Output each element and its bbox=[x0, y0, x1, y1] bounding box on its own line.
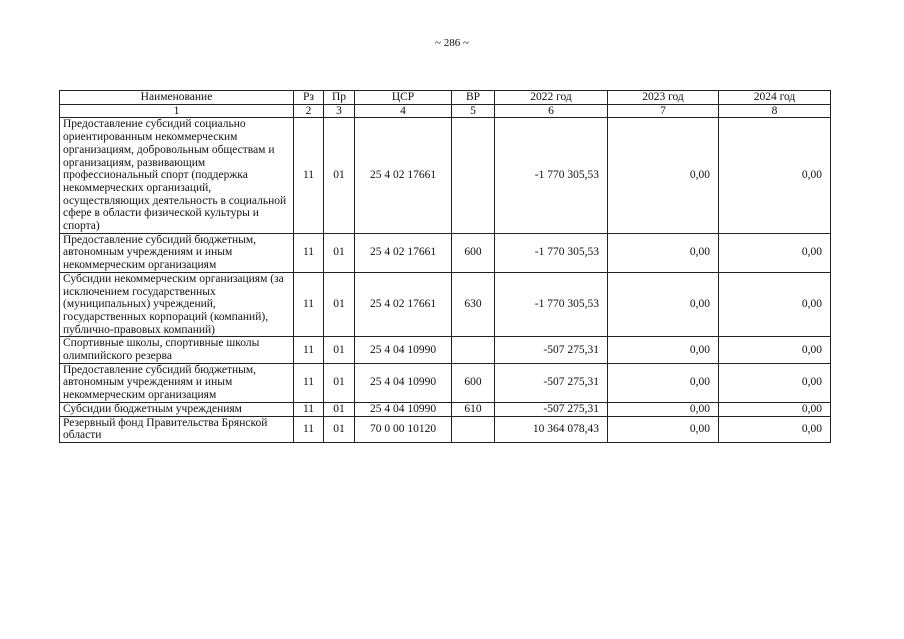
row-csr: 25 4 02 17661 bbox=[355, 118, 452, 233]
table-row bbox=[60, 272, 831, 337]
row-2022: -1 770 305,53 bbox=[495, 118, 608, 233]
row-rz: 11 bbox=[294, 363, 324, 402]
row-2024: 0,00 bbox=[719, 272, 831, 337]
row-2023: 0,00 bbox=[608, 233, 719, 272]
header-2022: 2022 год bbox=[495, 91, 608, 105]
row-csr: 25 4 04 10990 bbox=[355, 337, 452, 363]
row-2022: -1 770 305,53 bbox=[495, 233, 608, 272]
row-vr: 630 bbox=[452, 272, 495, 337]
header-2024: 2024 год bbox=[719, 91, 831, 105]
header-row bbox=[60, 91, 831, 105]
row-name: Предоставление субсидий социально ориентированным некоммерческим организациям, добровольным обществам и организациям, развивающим профессиональный спорт (поддержка некоммерческих организаций, осуществляющих деятельность в социальной сфере в области физической культуры и спорта) bbox=[60, 118, 294, 233]
row-name: Резервный фонд Правительства Брянской области bbox=[60, 416, 294, 442]
row-csr: 25 4 02 17661 bbox=[355, 272, 452, 337]
row-name: Субсидии бюджетным учреждениям bbox=[60, 402, 294, 416]
row-2024: 0,00 bbox=[719, 233, 831, 272]
row-vr bbox=[452, 118, 495, 233]
page-number: ~ 286 ~ bbox=[435, 37, 469, 49]
row-csr: 70 0 00 10120 bbox=[355, 416, 452, 442]
header-name: Наименование bbox=[60, 91, 294, 105]
header-pr: Пр bbox=[324, 91, 355, 105]
column-number: 2 bbox=[294, 104, 324, 118]
row-2023: 0,00 bbox=[608, 416, 719, 442]
row-pr: 01 bbox=[324, 363, 355, 402]
row-pr: 01 bbox=[324, 416, 355, 442]
row-csr: 25 4 02 17661 bbox=[355, 233, 452, 272]
row-2023: 0,00 bbox=[608, 118, 719, 233]
header-csr: ЦСР bbox=[355, 91, 452, 105]
row-name: Предоставление субсидий бюджетным, автономным учреждениям и иным некоммерческим организациям bbox=[60, 363, 294, 402]
row-2023: 0,00 bbox=[608, 402, 719, 416]
row-name: Спортивные школы, спортивные школы олимпийского резерва bbox=[60, 337, 294, 363]
row-vr: 610 bbox=[452, 402, 495, 416]
row-pr: 01 bbox=[324, 233, 355, 272]
row-vr bbox=[452, 416, 495, 442]
column-number: 1 bbox=[60, 104, 294, 118]
row-rz: 11 bbox=[294, 402, 324, 416]
column-number: 6 bbox=[495, 104, 608, 118]
row-2024: 0,00 bbox=[719, 118, 831, 233]
row-2023: 0,00 bbox=[608, 272, 719, 337]
table-row bbox=[60, 402, 831, 416]
row-pr: 01 bbox=[324, 337, 355, 363]
row-2022: -507 275,31 bbox=[495, 402, 608, 416]
budget-table bbox=[59, 90, 831, 443]
row-rz: 11 bbox=[294, 337, 324, 363]
row-2024: 0,00 bbox=[719, 337, 831, 363]
row-csr: 25 4 04 10990 bbox=[355, 402, 452, 416]
header-2023: 2023 год bbox=[608, 91, 719, 105]
row-2022: -507 275,31 bbox=[495, 337, 608, 363]
row-2023: 0,00 bbox=[608, 337, 719, 363]
row-rz: 11 bbox=[294, 118, 324, 233]
row-2023: 0,00 bbox=[608, 363, 719, 402]
row-csr: 25 4 04 10990 bbox=[355, 363, 452, 402]
table-row bbox=[60, 363, 831, 402]
row-vr: 600 bbox=[452, 363, 495, 402]
row-2024: 0,00 bbox=[719, 363, 831, 402]
table-row bbox=[60, 233, 831, 272]
row-2024: 0,00 bbox=[719, 416, 831, 442]
row-name: Предоставление субсидий бюджетным, автономным учреждениям и иным некоммерческим организациям bbox=[60, 233, 294, 272]
row-pr: 01 bbox=[324, 402, 355, 416]
header-rz: Рз bbox=[294, 91, 324, 105]
row-pr: 01 bbox=[324, 118, 355, 233]
table-row bbox=[60, 416, 831, 442]
column-number: 4 bbox=[355, 104, 452, 118]
row-rz: 11 bbox=[294, 416, 324, 442]
row-vr bbox=[452, 337, 495, 363]
table-row bbox=[60, 118, 831, 233]
row-vr: 600 bbox=[452, 233, 495, 272]
row-rz: 11 bbox=[294, 233, 324, 272]
column-number: 7 bbox=[608, 104, 719, 118]
row-2022: 10 364 078,43 bbox=[495, 416, 608, 442]
column-number: 5 bbox=[452, 104, 495, 118]
header-vr: ВР bbox=[452, 91, 495, 105]
row-pr: 01 bbox=[324, 272, 355, 337]
column-number: 3 bbox=[324, 104, 355, 118]
column-number-row bbox=[60, 104, 831, 118]
row-name: Субсидии некоммерческим организациям (за исключением государственных (муниципальных) учреждений, государственных корпораций (компаний), публично-правовых компаний) bbox=[60, 272, 294, 337]
table-row bbox=[60, 337, 831, 363]
row-2022: -507 275,31 bbox=[495, 363, 608, 402]
row-rz: 11 bbox=[294, 272, 324, 337]
column-number: 8 bbox=[719, 104, 831, 118]
row-2024: 0,00 bbox=[719, 402, 831, 416]
row-2022: -1 770 305,53 bbox=[495, 272, 608, 337]
